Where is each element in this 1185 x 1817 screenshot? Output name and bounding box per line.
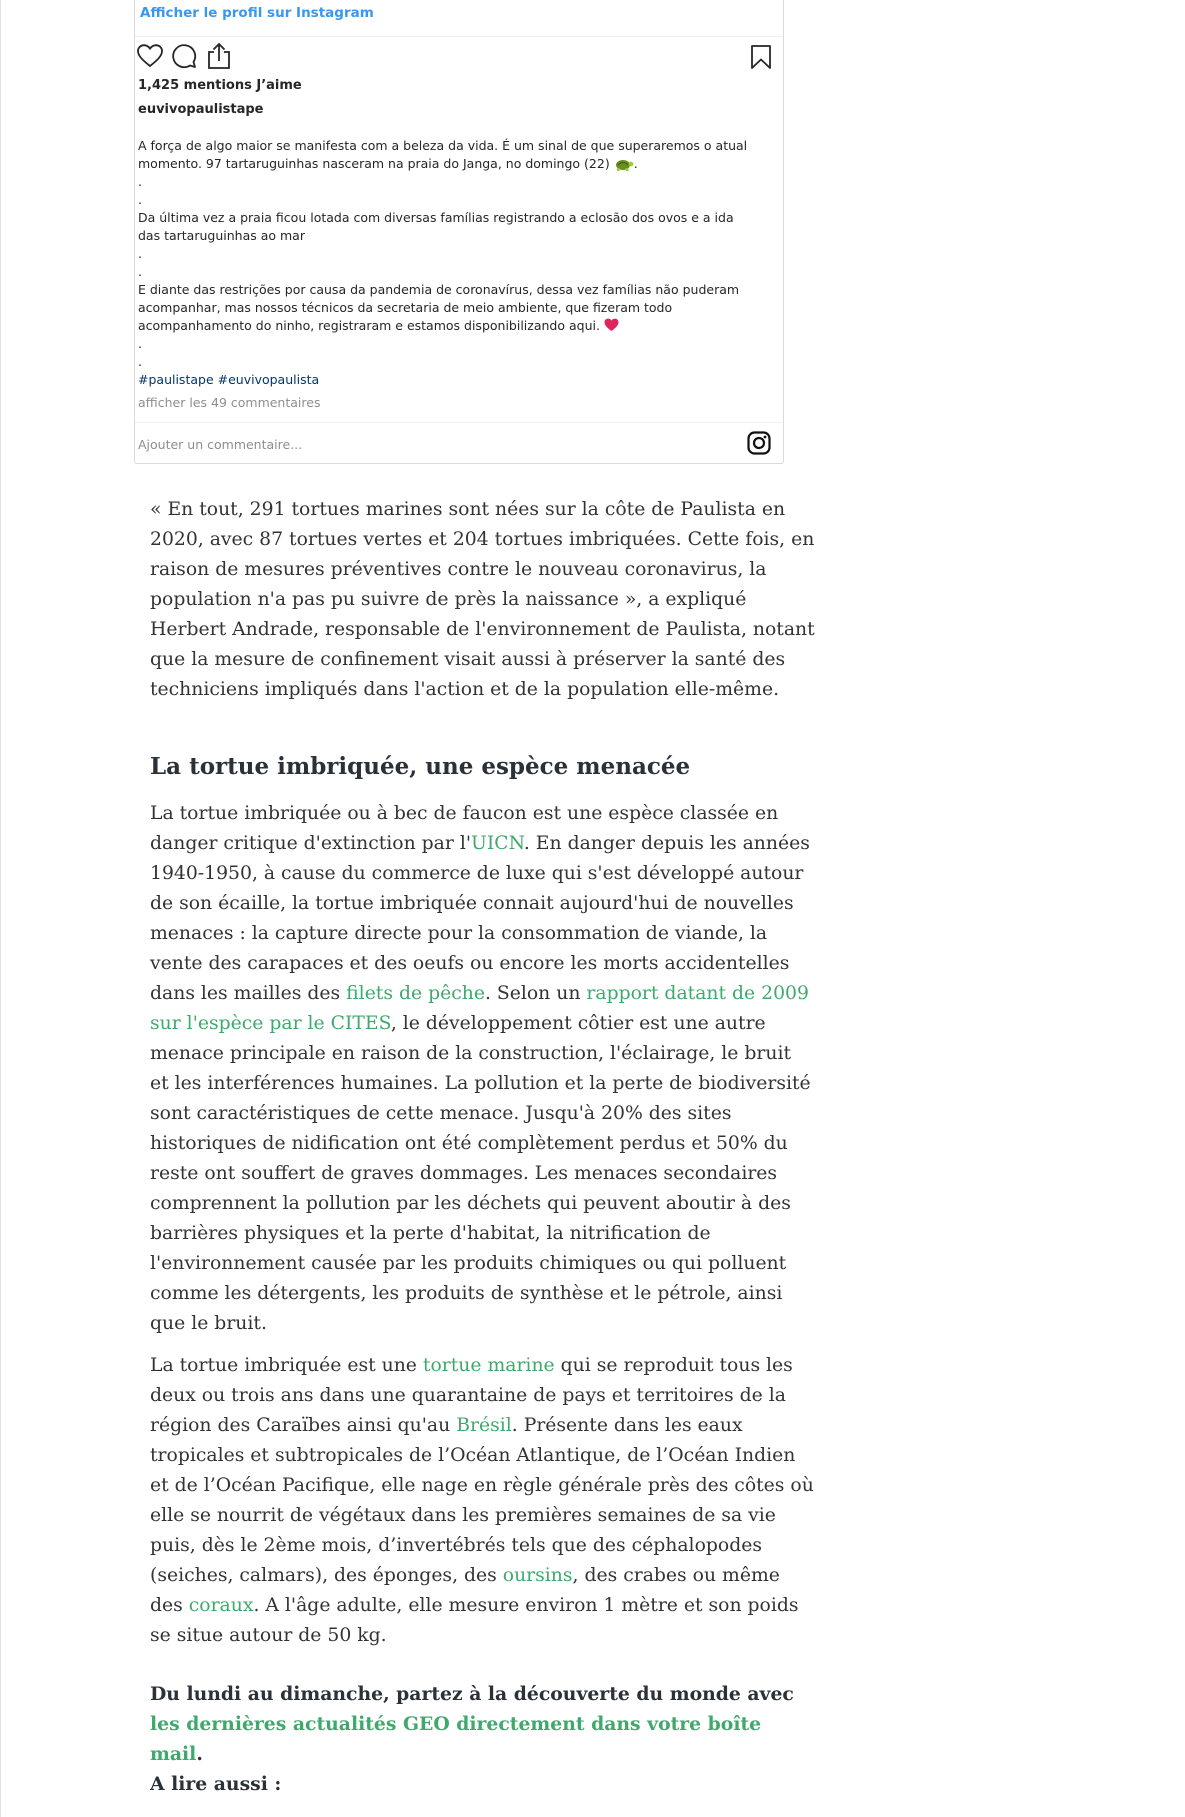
brazil-link[interactable]: Brésil [456, 1415, 512, 1436]
caption-dot: . [138, 336, 142, 351]
share-icon[interactable] [206, 42, 232, 70]
add-comment-input[interactable]: Ajouter un commentaire... [138, 437, 303, 452]
uicn-link[interactable]: UICN [471, 833, 524, 854]
caption-dot: . [138, 192, 142, 207]
caption-hashtags[interactable]: #paulistape #euvivopaulista [138, 372, 320, 387]
caption-dot: . [138, 174, 142, 189]
instagram-embed [134, 0, 784, 464]
caption-dot: . [138, 354, 142, 369]
comment-icon[interactable] [171, 43, 197, 69]
corals-link[interactable]: coraux [188, 1595, 254, 1616]
heart-emoji-icon [604, 318, 619, 332]
likes-count[interactable]: 1,425 mentions J’aime [138, 78, 302, 93]
caption-paragraph: A força de algo maior se manifesta com a beleza da vida. É um sinal de que superaremos o atual momento. 97 tartaruguinhas nasceram na praia do Janga, no domingo (22) . [138, 138, 748, 171]
bookmark-icon[interactable] [750, 44, 772, 70]
cites-report-link[interactable]: rapport datant de 2009 sur l'espèce par le CITES [150, 983, 809, 1034]
caption-dot: . [138, 264, 142, 279]
view-comments-link[interactable]: afficher les 49 commentaires [138, 395, 321, 410]
caption-paragraph: E diante das restrições por causa da pandemia de coronavírus, dessa vez famílias não puderam acompanhar, mas nossos técnicos da secretaria de meio ambiente, que fizeram todo acompanhamento do ninho, registraram e estamos disponibilizando aqui. [138, 282, 740, 333]
sea-urchins-link[interactable]: oursins [502, 1565, 573, 1586]
instagram-logo-icon[interactable] [747, 431, 771, 455]
hawksbill-description-paragraph: La tortue imbriquée est une tortue marine qui se reproduit tous les deux ou trois ans dans une quarantaine de pays et territoires de la région des Caraïbes ainsi qu'au Brésil. Présente dans les eaux tropicales et subtropicales de l’Océan Atlantique, de l’Océan Indien et de l’Océan Pacifique, elle nage en règle générale près des côtes où elle se nourrit de végétaux dans les premières semaines de sa vie puis, dès le 2ème mois, d’invertébrés tels que des céphalopodes (seiches, calmars), des éponges, des oursins, des crabes ou même des coraux. A l'âge adulte, elle mesure environ 1 mètre et son poids se situe autour de 50 kg. [150, 1355, 814, 1646]
page-left-border [0, 0, 1, 1817]
quote-paragraph: « En tout, 291 tortues marines sont nées sur la côte de Paulista en 2020, avec 87 tortues vertes et 204 tortues imbriquées. Cette fois, en raison de mesures préventives contre le nouveau coronavirus, la population n'a pas pu suivre de près la naissance », a expliqué Herbert Andrade, responsable de l'environnement de Paulista, notant que la mesure de confinement visait aussi à préserver la santé des techniciens impliqués dans l'action et de la population elle-même. [150, 499, 815, 700]
newsletter-promo: Du lundi au dimanche, partez à la découverte du monde avec les dernières actualités GEO directement dans votre boîte mail. [150, 1683, 794, 1765]
post-caption [138, 137, 758, 389]
embed-divider [135, 422, 783, 423]
hawksbill-threat-paragraph: La tortue imbriquée ou à bec de faucon est une espèce classée en danger critique d'extinction par l'UICN. En danger depuis les années 1940-1950, à cause du commerce de luxe qui s'est développé autour de son écaille, la tortue imbriquée connait aujourd'hui de nouvelles menaces : la capture directe pour la consommation de viande, la vente des carapaces et des oeufs ou encore les morts accidentelles dans les mailles des filets de pêche. Selon un rapport datant de 2009 sur l'espèce par le CITES, le développement côtier est une autre menace principale en raison de la construction, l'éclairage, le bruit et les interférences humaines. La pollution et la perte de biodiversité sont caractéristiques de cette menace. Jusqu'à 20% des sites historiques de nidification ont été complètement perdus et 50% du reste ont souffert de graves dommages. Les menaces secondaires comprennent la pollution par les déchets qui peuvent aboutir à des barrières physiques et la perte d'habitat, la nitrification de l'environnement causée par les produits chimiques ou qui polluent comme les détergents, les produits de synthèse et le pétrole, ainsi que le bruit. [150, 803, 811, 1334]
newsletter-link[interactable]: les dernières actualités GEO directement dans votre boîte mail [150, 1713, 762, 1765]
turtle-emoji-icon [614, 157, 634, 171]
embed-divider [135, 36, 783, 37]
view-instagram-profile-link[interactable]: Afficher le profil sur Instagram [140, 5, 374, 21]
read-also-heading: A lire aussi : [150, 1773, 282, 1795]
heart-icon[interactable] [137, 44, 163, 68]
section-heading: La tortue imbriquée, une espèce menacée [150, 753, 691, 781]
caption-dot: . [138, 246, 142, 261]
caption-paragraph: Da última vez a praia ficou lotada com diversas famílias registrando a eclosão dos ovos e a ida das tartaruguinhas ao mar [138, 210, 734, 243]
post-username[interactable]: euvivopaulistape [138, 102, 264, 117]
fishing-nets-link[interactable]: filets de pêche [346, 983, 485, 1004]
sea-turtle-link[interactable]: tortue marine [422, 1355, 555, 1376]
